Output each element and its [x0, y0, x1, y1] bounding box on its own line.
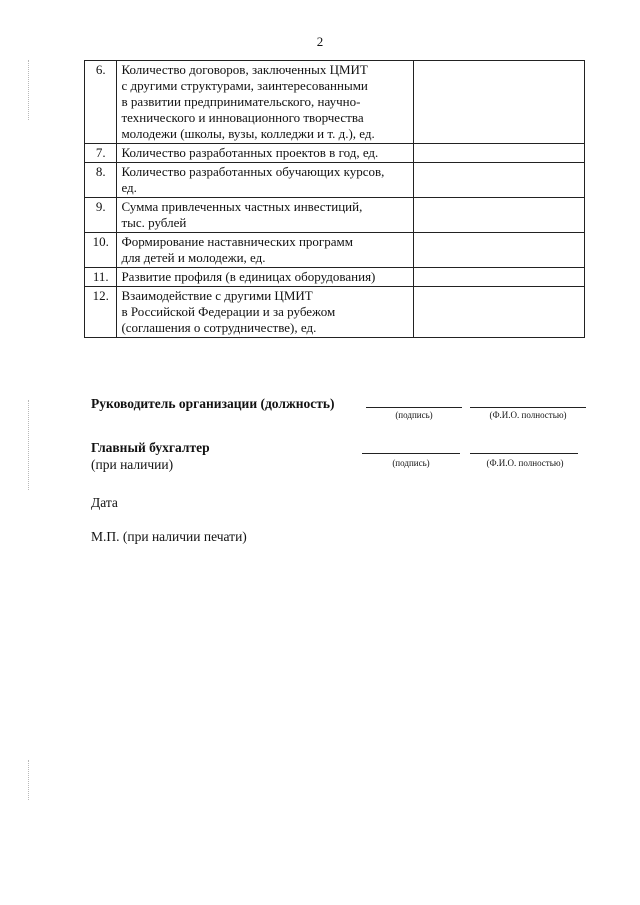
table-row — [85, 198, 585, 233]
description-line: с другими структурами, заинтересованными — [121, 78, 368, 93]
head-signature-label: Руководитель организации (должность) — [91, 396, 335, 411]
description-line: Количество разработанных проектов в год, ед. — [121, 145, 379, 160]
description-line: Взаимодействие с другими ЦМИТ — [121, 288, 313, 303]
row-number: 8. — [85, 163, 117, 198]
description-line: (соглашения о сотрудничестве), ед. — [121, 320, 317, 335]
description-line: Количество договоров, заключенных ЦМИТ — [121, 62, 368, 77]
indicators-table — [84, 60, 585, 338]
accountant-name-line[interactable] — [470, 440, 578, 454]
table-row — [85, 287, 585, 338]
row-value-cell[interactable] — [413, 198, 584, 233]
row-value-cell[interactable] — [413, 287, 584, 338]
accountant-name-caption: (Ф.И.О. полностью) — [486, 458, 564, 468]
scan-margin-mark — [28, 760, 30, 800]
row-value-cell[interactable] — [413, 144, 584, 163]
page-number: 2 — [316, 34, 324, 49]
table-row — [85, 163, 585, 198]
row-number: 7. — [85, 144, 117, 163]
scan-margin-mark — [28, 60, 30, 120]
row-value-cell[interactable] — [413, 61, 584, 144]
table-row — [85, 61, 585, 144]
description-line: в развитии предпринимательского, научно- — [121, 94, 361, 109]
row-value-cell[interactable] — [413, 233, 584, 268]
head-signature-caption: (подпись) — [395, 410, 433, 420]
head-name-line[interactable] — [470, 394, 586, 408]
table-row — [85, 268, 585, 287]
date-label: Дата — [91, 495, 118, 510]
table-row — [85, 233, 585, 268]
description-line: молодежи (школы, вузы, колледжи и т. д.), ед. — [121, 126, 375, 141]
description-line: для детей и молодежи, ед. — [121, 250, 266, 265]
row-description — [117, 61, 413, 144]
description-line: ед. — [121, 180, 137, 195]
row-value-cell[interactable] — [413, 268, 584, 287]
row-description — [117, 287, 413, 338]
row-number: 6. — [85, 61, 117, 144]
row-number: 11. — [85, 268, 117, 287]
description-line: Сумма привлеченных частных инвестиций, — [121, 199, 363, 214]
row-number: 9. — [85, 198, 117, 233]
row-number: 10. — [85, 233, 117, 268]
description-line: Развитие профиля (в единицах оборудования) — [121, 269, 376, 284]
table-row — [85, 144, 585, 163]
row-description — [117, 233, 413, 268]
scan-margin-mark — [28, 400, 30, 490]
stamp-label: М.П. (при наличии печати) — [91, 529, 247, 544]
accountant-signature-caption: (подпись) — [392, 458, 430, 468]
description-line: технического и инновационного творчества — [121, 110, 364, 125]
head-name-caption: (Ф.И.О. полностью) — [489, 410, 567, 420]
description-line: Формирование наставнических программ — [121, 234, 353, 249]
accountant-signature-label: Главный бухгалтер — [91, 440, 210, 455]
description-line: тыс. рублей — [121, 215, 187, 230]
row-value-cell[interactable] — [413, 163, 584, 198]
row-description — [117, 144, 413, 163]
description-line: Количество разработанных обучающих курсов, — [121, 164, 385, 179]
row-number: 12. — [85, 287, 117, 338]
accountant-note: (при наличии) — [91, 457, 174, 472]
row-description — [117, 198, 413, 233]
row-description — [117, 268, 413, 287]
row-description — [117, 163, 413, 198]
description-line: в Российской Федерации и за рубежом — [121, 304, 336, 319]
head-signature-line[interactable] — [366, 394, 462, 408]
accountant-signature-line[interactable] — [362, 440, 460, 454]
